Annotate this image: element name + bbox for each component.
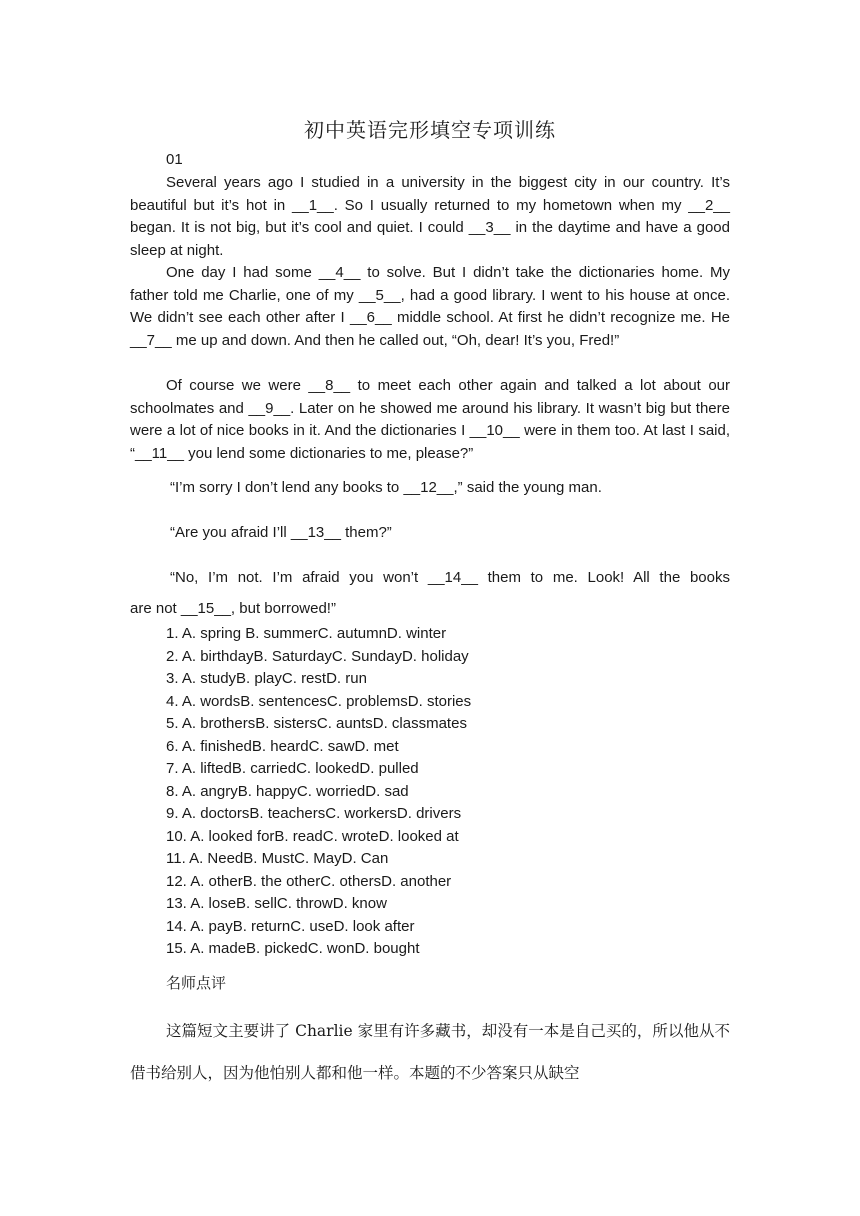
option-item: 4. A. wordsB. sentencesC. problemsD. stories xyxy=(166,692,472,710)
option-item: 8. A. angryB. happyC. worriedD. sad xyxy=(166,782,409,800)
dialogue-line-1: “I’m sorry I don’t lend any books to __12__,” said the young man. xyxy=(170,479,602,496)
section-number: 01 xyxy=(166,151,183,168)
option-item: 5. A. brothersB. sistersC. auntsD. classmates xyxy=(166,715,467,732)
option-item: 11. A. NeedB. MustC. MayD. Can xyxy=(166,850,389,867)
option-item: 12. A. otherB. the otherC. othersD. another xyxy=(166,872,452,890)
option-item: 13. A. loseB. sellC. throwD. know xyxy=(166,895,387,912)
option-item: 9. A. doctorsB. teachersC. workersD. drivers xyxy=(166,805,462,822)
review-text: 这篇短文主要讲了 Charlie 家里有许多藏书，却没有一本是自己买的，所以他从不借书给别人，因为他怕别人都和他一样。本题的不少答案只从缺空 xyxy=(130,1022,730,1082)
option-item: 14. A. payB. returnC. useD. look after xyxy=(166,917,415,935)
option-item: 7. A. liftedB. carriedC. lookedD. pulled xyxy=(166,760,419,777)
option-item: 1. A. spring B. summerC. autumnD. winter xyxy=(166,625,447,642)
paragraph-2: One day I had some __4__ to solve. But I didn’t take the dictionaries home. My father told me Charlie, one of my __5__, had a good library. I went to his house at once. We didn’t see each other after I __6__ middle school. At first he didn’t recognize me. He __7__ me up and down. And then he called out, “Oh, dear! It’s you, Fred!” xyxy=(130,264,730,349)
review-heading: 名师点评 xyxy=(166,974,227,992)
dialogue-continuation: are not __15__, but borrowed!” xyxy=(130,600,336,617)
document-page xyxy=(130,0,730,1216)
document-title: 初中英语完形填空专项训练 xyxy=(304,118,556,142)
dialogue-line-2: “Are you afraid I’ll __13__ them?” xyxy=(170,524,392,541)
option-item: 6. A. finishedB. heardC. sawD. met xyxy=(166,737,399,755)
option-item: 2. A. birthdayB. SaturdayC. SundayD. holiday xyxy=(166,647,469,665)
paragraph-1: Several years ago I studied in a university in the biggest city in our country. It’s beautiful but it’s hot in __1__. So I usually returned to my hometown when my __2__ began. It is not big, but it’s cool and quiet. I could __3__ in the daytime and have a good sleep at night. xyxy=(130,174,730,259)
option-item: 15. A. madeB. pickedC. wonD. bought xyxy=(166,940,420,957)
dialogue-line-3: “No, I’m not. I’m afraid you won’t __14__ them to me. Look! All the books xyxy=(170,569,730,586)
options-list xyxy=(166,623,471,961)
option-item: 10. A. looked forB. readC. wroteD. looked at xyxy=(166,827,459,845)
paragraph-3: Of course we were __8__ to meet each other again and talked a lot about our schoolmates and __9__. Later on he showed me around his library. It wasn’t big but there were a lot of nice books in it. And the dictionaries I __10__ were in them too. At last I said, “__11__ you lend some dictionaries to me, please?” xyxy=(130,377,730,462)
option-item: 3. A. studyB. playC. restD. run xyxy=(166,670,367,687)
